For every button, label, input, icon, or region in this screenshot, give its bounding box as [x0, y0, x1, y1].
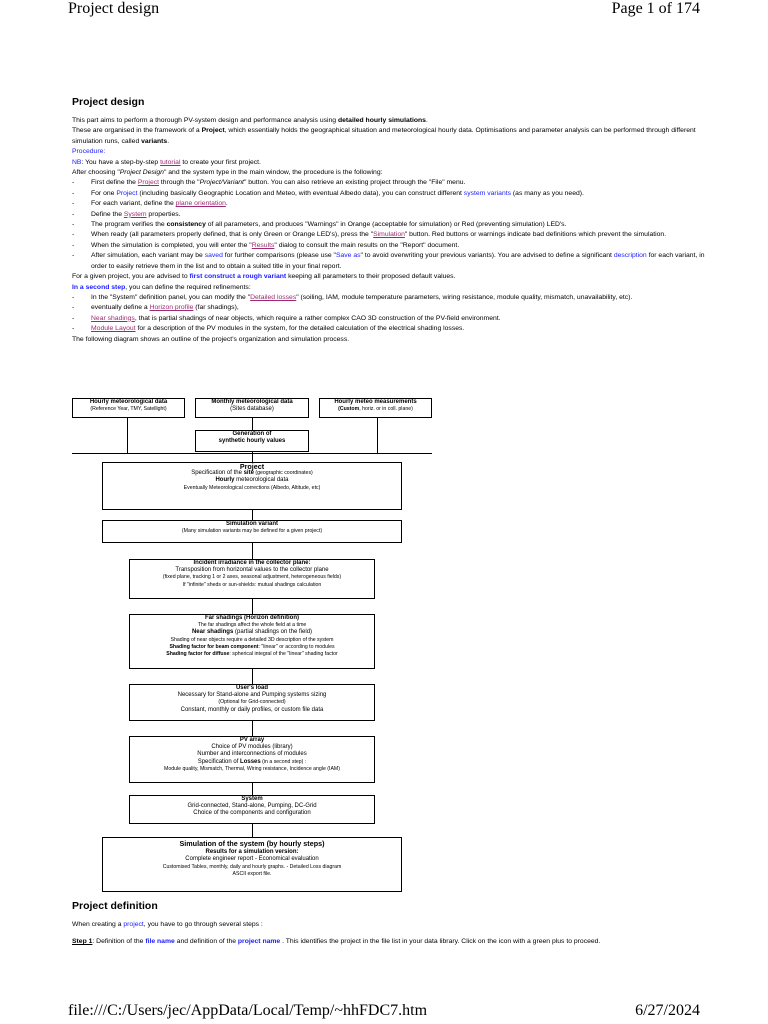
list-item: - eventually define a Horizon profile (far shadings),: [72, 304, 239, 312]
description-link[interactable]: description: [613, 252, 647, 260]
connector-line: [252, 783, 253, 795]
procedure-label: Procedure:: [72, 148, 106, 156]
hourly-measurements-box: Hourly meteo measurements (Custom, horiz. or in coll. plane): [319, 398, 432, 418]
list-item: - First define the Project through the "Project/Variant" button. You can also retrieve an existing project through the "File" menu.: [72, 179, 466, 187]
creating-project-paragraph: When creating a project, you have to go through several steps :: [72, 921, 263, 928]
diagram-intro: The following diagram shows an outline of the project's organization and simulation process.: [72, 335, 350, 343]
list-item: - Define the System properties.: [72, 210, 181, 218]
system-variants-link[interactable]: system variants: [463, 189, 512, 197]
connector-line: [252, 669, 253, 684]
project-organization-diagram: [72, 396, 432, 894]
tutorial-link[interactable]: tutorial: [160, 158, 181, 166]
results-link[interactable]: Results: [251, 241, 275, 249]
project-link-2[interactable]: Project: [116, 189, 138, 197]
framework-paragraph: These are organised in the framework of a Project, which essentially holds the geographical situation and meteorological hourly data. Optimisations and parameter analysis can be performed through different simulation runs, called variants.: [72, 127, 696, 145]
connector-line: [252, 824, 253, 837]
connector-line: [252, 598, 253, 614]
simulation-variant-box: Simulation variant (Many simulation variants may be defined for a given project): [102, 520, 402, 543]
list-item: - The program verifies the consistency of all parameters, and produces "Warnings" in Orange (acceptable for simulation) or Red (preventing simulation) LED's.: [72, 221, 567, 229]
system-link[interactable]: System: [123, 210, 147, 218]
page-header: [68, 0, 700, 22]
list-item: - Module Layout for a description of the PV modules in the system, for the detailed calculation of the electrical shading losses.: [72, 325, 465, 333]
step-1-paragraph: Step 1: Definition of the file name and definition of the project name . This identifies the project in the file list in your data library. Click on the icon with a green plus to proceed.: [72, 938, 601, 945]
save-as-link[interactable]: Save as: [335, 252, 361, 260]
connector-line: [252, 721, 253, 736]
connector-line: [127, 416, 128, 453]
footer-path: file:///C:/Users/jec/AppData/Local/Temp/~hhFDC7.htm: [68, 1002, 428, 1019]
after-paragraph: After choosing "Project Design" and the system type in the main window, the procedure is the following:: [72, 169, 383, 177]
list-item: - For one Project (including basically Geographic Location and Meteo, with eventual Albedo data), you can construct different system variants (as many as you need).: [72, 189, 584, 197]
list-item: - Near shadings, that is partial shadings of near objects, which require a rather complex CAO 3D construction of the PV-field environment.: [72, 314, 501, 322]
system-box: System Grid-connected, Stand-alone, Pumping, DC-Grid Choice of the components and configuration: [129, 795, 375, 824]
connector-line: [72, 453, 432, 454]
list-item: - After simulation, each variant may be saved for further comparisons (please use "Save as" to avoid overwriting your previous variants). You are advised to define a significant description for each variant, in order to easily retrieve them in the list and to obtain a suited title in your final report.: [72, 252, 705, 270]
section-heading: Project definition: [72, 900, 158, 912]
generation-box: Generation of synthetic hourly values: [195, 430, 309, 452]
connector-line: [252, 510, 253, 520]
list-item: - When the simulation is completed, you will enter the "Results" dialog to consult the main results on the "Report" document.: [72, 241, 460, 249]
nb-paragraph: NB: You have a step-by-step tutorial to create your first project.: [72, 158, 261, 166]
incident-irradiance-box: Incident irradiance in the collector plane: Transposition from horizontal values to the collector plane (fixed plane, tracking 1 or 2 axes, seasonal adjustment, heterogeneous fields) If "infinite" sheds or sun-shields: mutual shadings calculation: [129, 559, 375, 599]
project-link[interactable]: Project: [137, 179, 160, 187]
given-project-paragraph: For a given project, you are advised to first construct a rough variant keeping all parameters to their proposed default values.: [72, 273, 456, 281]
second-step-paragraph: In a second step, you can define the required refinements:: [72, 283, 251, 291]
header-page-number: Page 1 of 174: [611, 0, 700, 17]
shadings-box: Far shadings (Horizon definition) The far shadings affect the whole field at a time Near shadings (partial shadings on the field) Shading of near objects require a detailed 3D description of the system Shading factor for beam component: "linear" or according to modules Shading factor for diffuse: spherical integral of the "linear" shading factor: [129, 614, 375, 669]
project-design-section: [72, 96, 712, 345]
page-footer: [68, 1000, 700, 1024]
monthly-meteo-box: Monthly meteorological data (Sites database): [195, 398, 309, 418]
connector-line: [252, 543, 253, 559]
connector-line: [377, 416, 378, 453]
near-shadings-link[interactable]: Near shadings: [91, 314, 135, 322]
list-item: - In the "System" definition panel, you can modify the "Detailed losses" (soiling, IAM, module temperature parameters, wiring resistance, module quality, mismatch, unavailability, etc).: [72, 293, 633, 301]
horizon-profile-link[interactable]: Horizon profile: [149, 304, 194, 312]
list-item: - When ready (all parameters properly defined, that is only Green or Orange LED's), press the "Simulation" button. Red buttons or warnings indicate bad definitions which prevent the simulation.: [72, 231, 667, 239]
plane-orientation-link[interactable]: plane orientation: [175, 200, 226, 208]
project-definition-section: [72, 900, 712, 947]
footer-date: 6/27/2024: [635, 1002, 700, 1019]
intro-paragraph: This part aims to perform a thorough PV-system design and performance analysis using detailed hourly simulations.: [72, 117, 428, 124]
list-item: - For each variant, define the plane orientation.: [72, 200, 228, 208]
section-heading: Project design: [72, 96, 145, 108]
module-layout-link[interactable]: Module Layout: [91, 325, 136, 333]
hourly-meteo-box: Hourly meteorological data (Reference Year, TMY, Satellight): [72, 398, 185, 418]
saved-link[interactable]: saved: [204, 252, 223, 260]
simulation-link[interactable]: Simulation: [373, 231, 405, 239]
connector-line: [252, 416, 253, 430]
header-title: Project design: [68, 0, 160, 17]
simulation-results-box: Simulation of the system (by hourly steps) Results for a simulation version: Complete engineer report - Economical evaluation Customised Tables, monthly, daily and hourly graphs. - Detailed Loss diagram ASCII export file.: [102, 837, 402, 892]
project-box: Project Specification of the site (geographic coordinates) Hourly meteorological data Eventually Meteorological corrections (Albedo, Altitude, etc): [102, 462, 402, 510]
users-load-box: User's load Necessary for Stand-alone and Pumping systems sizing (Optional for Grid-connected) Constant, monthly or daily profiles, or custom file data: [129, 684, 375, 721]
pv-array-box: PV array Choice of PV modules (library) Number and interconnections of modules Specification of Losses (in a second step) : Module quality, Mismatch, Thermal, Wiring resistance, Incidence angle (IAM): [129, 736, 375, 783]
project-link-3[interactable]: project: [123, 921, 144, 928]
detailed-losses-link[interactable]: Detailed losses: [250, 293, 297, 301]
